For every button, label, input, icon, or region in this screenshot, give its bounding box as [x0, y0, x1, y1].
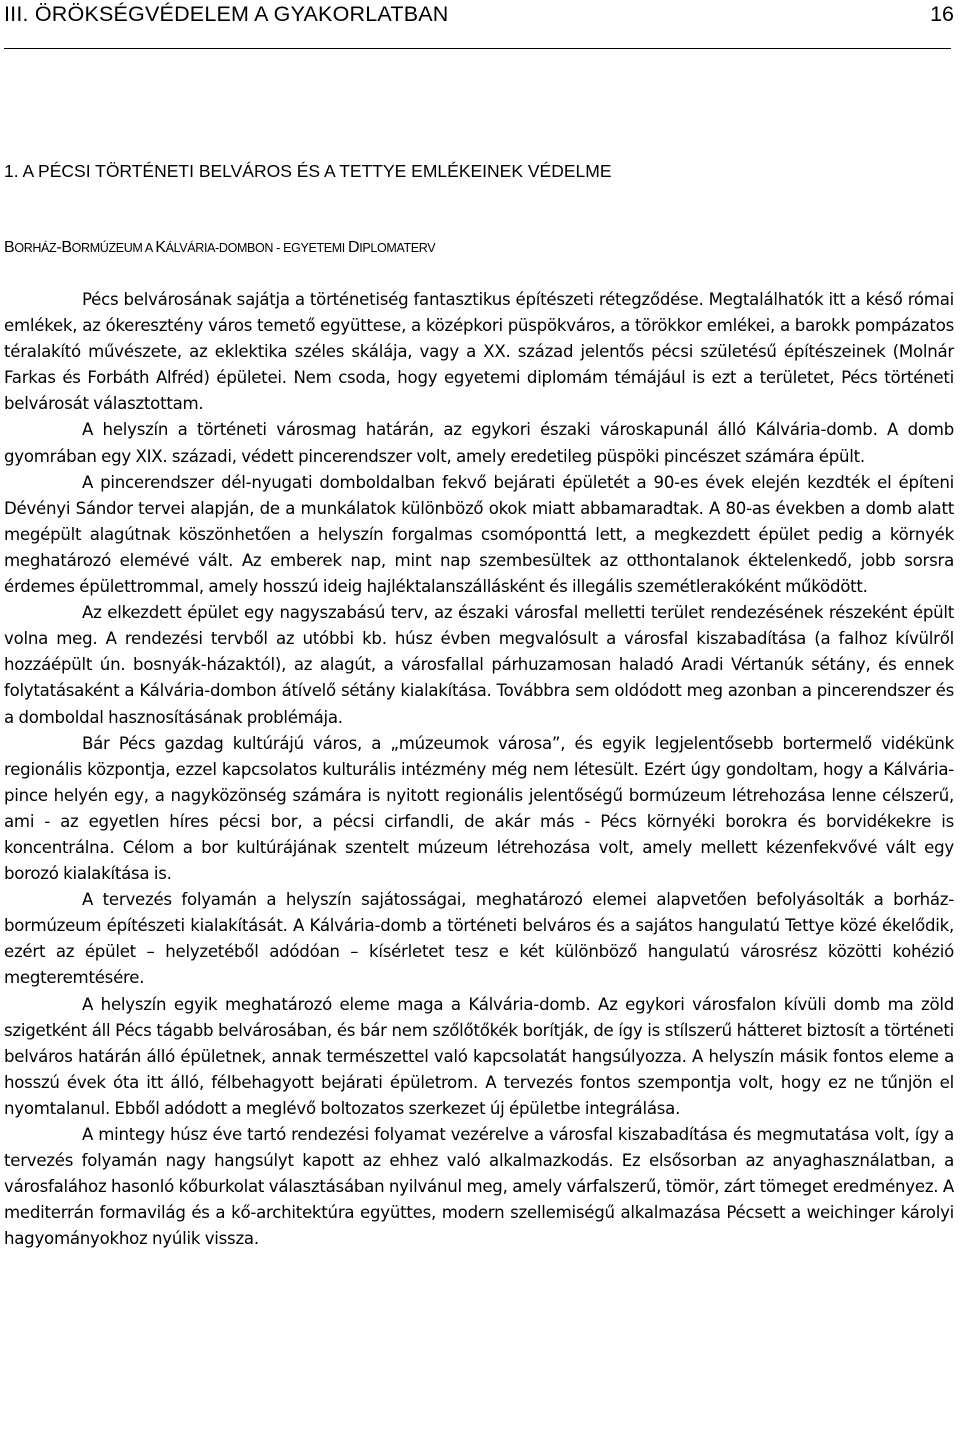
- page-header: [4, 2, 954, 36]
- paragraph: A pincerendszer dél-nyugati domboldalban fekvő bejárati épületét a 90-es évek elején kezdték el építeni Dévényi Sándor tervei alapján, de a munkálatok különböző okok miatt abbamaradtak. A 80-as években a domb alatt megépült alagútnak köszönhetően a helyszín forgalmas csomóponttá lett, a megkezdett épület pedig a környék meghatározó elemévé vált. Az emberek nap, mint nap szembesültek az otthontalanok éktelenkedő, jobb sorsra érdemes épülettrommal, amely hosszú ideig hajléktalanszállásként és illegális szemétlerakóként működött.: [4, 472, 954, 597]
- subtitle-part: -: [273, 241, 284, 255]
- paragraph: A tervezés folyamán a helyszín sajátosságai, meghatározó elemei alapvetően befolyásolták a borház-bormúzeum építészeti kialakítását. A Kálvária-domb a történeti belváros és a sajátos hangulatú Tettye közé ékelődik, ezért az épület – helyzetéből adódóan – kísérletet tesz e két különböző hangulatú városrész közötti kohézió megteremtésére.: [4, 890, 954, 988]
- document-page: [4, 0, 954, 1448]
- subtitle-part: ORHÁZ: [14, 241, 57, 255]
- section-title: 1. A PÉCSI TÖRTÉNETI BELVÁROS ÉS A TETTYE EMLÉKEINEK VÉDELME: [4, 161, 612, 181]
- page-number: 16: [930, 2, 954, 26]
- paragraph: A mintegy húsz éve tartó rendezési folyamat vezérelve a városfal kiszabadítása és megmutatása volt, így a tervezés folyamán nagy hangsúlyt kapott az ehhez való alkalmazkodás. Ez elsősorban az anyaghasználatban, a városfalához hasonló kőburkolat választásában nyilvánul meg, amely várfalszerű, tömör, zárt tömeget eredményez. A mediterrán formavilág és a kő-architektúra együttes, modern szellemiségű alkalmazása Pécsett a weichinger károlyi hagyományokhoz nyúlik vissza.: [4, 1125, 954, 1249]
- paragraph: A helyszín a történeti városmag határán, az egykori északi városkapunál álló Kálvária-domb. A domb gyomrában egy XIX. századi, védett pincerendszer volt, amely eredetileg püspöki pincészet számára épült.: [4, 420, 954, 466]
- subtitle-part: B: [4, 239, 15, 256]
- subtitle-part: -B: [56, 239, 72, 256]
- subtitle: [4, 239, 435, 257]
- paragraph: Pécs belvárosának sajátja a történetiség fantasztikus építészeti rétegződése. Megtalálhatók itt a késő római emlékek, az ókeresztény város temető együttese, a középkori püspökváros, a törökkor emlékei, a barokk pompázatos téralakító művészete, az eklektika széles skálája, vagy a XX. század jelentős pécsi születésű építészeinek (Molnár Farkas és Forbáth Alfréd) épületei. Nem csoda, hogy egyetemi diplomám témájául is ezt a területet, Pécs történeti belvárosát választottam.: [4, 290, 954, 414]
- subtitle-part: ORMÚZEUM A: [71, 241, 156, 255]
- header-rule: [4, 48, 951, 49]
- header-title: III. ÖRÖKSÉGVÉDELEM A GYAKORLATBAN: [4, 2, 449, 26]
- subtitle-part: K: [155, 239, 166, 256]
- body-text: [4, 287, 954, 1252]
- subtitle-part: EGYETEMI: [283, 241, 349, 255]
- subtitle-part: DOMBON: [218, 241, 274, 255]
- subtitle-part: IPLOMATERV: [359, 241, 436, 255]
- subtitle-part: D: [348, 239, 360, 256]
- subtitle-part: ÁLVÁRIA: [165, 241, 216, 255]
- paragraph: Bár Pécs gazdag kultúrájú város, a „múzeumok városa”, és egyik legjelentősebb bortermelő vidékünk regionális központja, ezzel kapcsolatos kulturális intézmény még nem létesült. Ezért úgy gondoltam, hogy a Kálvária-pince helyén egy, a nagyközönség számára is nyitott regionális jelentőségű bormúzeum létrehozása lenne célszerű, ami - az egyetlen híres pécsi bor, a pécsi cirfandli, de akár más - Pécs környéki borokra és borvidékekre is koncentrálna. Célom a bor kultúrájának szentelt múzeum létrehozása volt, amely mellett kézenfekvővé vált egy borozó kialakítása is.: [4, 733, 954, 884]
- paragraph: A helyszín egyik meghatározó eleme maga a Kálvária-domb. Az egykori városfalon kívüli domb ma zöld szigetként áll Pécs tágabb belvárosában, és bár nem szőlőtőkék borítják, de így is stílszerű hátteret biztosít a történeti belváros határán álló épületnek, annak természettel való kapcsolatát hangsúlyozza. A helyszín másik fontos eleme a hosszú évek óta itt álló, félbehagyott bejárati épületrom. A tervezés fontos szempontja volt, hogy ez ne tűnjön el nyomtalanul. Ebből adódott a meglévő boltozatos szerkezet új épületbe integrálása.: [4, 994, 954, 1118]
- paragraph: Az elkezdett épület egy nagyszabású terv, az északi városfal melletti terület rendezésének részeként épült volna meg. A rendezési tervből az utóbbi kb. húsz évben megvalósult a városfal kiszabadítása (a falhoz kívülről hozzáépült ún. bosnyák-házaktól), az alagút, a városfallal párhuzamosan haladó Aradi Vértanúk sétány, és ennek folytatásaként a Kálvária-dombon átívelő sétány kialakítása. Továbbra sem oldódott meg azonban a pincerendszer és a domboldal hasznosításának problémája.: [4, 603, 954, 727]
- subtitle-part: -: [215, 241, 219, 255]
